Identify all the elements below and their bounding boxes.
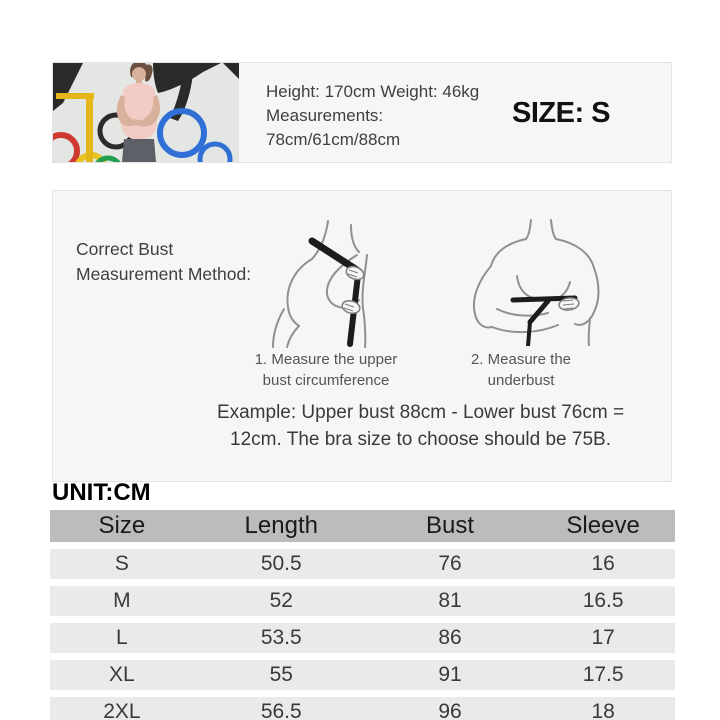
size-table-body [50, 549, 675, 720]
cell-length: 50.5 [260, 552, 302, 575]
side-torso-measuring-tape-icon [248, 211, 433, 348]
model-photo [53, 63, 239, 162]
table-row [50, 586, 675, 616]
guide-title [76, 237, 251, 287]
table-row [50, 623, 675, 653]
example-line2: 12cm. The bra size to choose should be 75B. [230, 429, 611, 450]
cell-bust: 76 [438, 552, 462, 575]
table-row [50, 660, 675, 690]
col-header-size: Size [98, 512, 146, 539]
caption-upper-bust-line1: 1. Measure the upper [254, 351, 398, 368]
cell-sleeve: 16.5 [582, 589, 624, 612]
table-row [50, 697, 675, 720]
model-measurements-values: 78cm/61cm/88cm [266, 130, 401, 149]
front-torso-underbust-tape-icon [451, 216, 631, 346]
cell-size: M [113, 589, 131, 612]
caption-underbust-line2: underbust [487, 372, 555, 389]
cell-size: S [114, 552, 129, 575]
cell-sleeve: 17.5 [582, 663, 624, 686]
size-table-header [50, 510, 675, 542]
cell-sleeve: 16 [591, 552, 615, 575]
model-info-card [52, 62, 672, 163]
model-back-view-photo [53, 63, 239, 162]
figure-underbust [451, 216, 631, 346]
cell-size: XL [109, 663, 135, 686]
col-header-sleeve: Sleeve [566, 512, 640, 539]
unit-label: UNIT:CM [52, 479, 151, 506]
cell-sleeve: 17 [591, 626, 615, 649]
caption-upper-bust [226, 349, 426, 391]
cell-size: L [116, 626, 128, 649]
col-header-bust: Bust [425, 512, 475, 539]
measurement-guide-card [52, 190, 672, 482]
example-line1: Example: Upper bust 88cm - Lower bust 76cm = [216, 402, 625, 423]
cell-bust: 86 [438, 626, 462, 649]
caption-upper-bust-line2: bust circumference [262, 372, 390, 389]
model-height-weight: Height: 170cm Weight: 46kg [266, 82, 480, 101]
yellow-pole [86, 93, 93, 162]
col-header-length: Length [244, 512, 318, 539]
cell-sleeve: 18 [591, 700, 615, 720]
cell-length: 56.5 [260, 700, 302, 720]
cell-size: 2XL [103, 700, 141, 720]
model-measurements-label: Measurements: [266, 106, 384, 125]
cell-bust: 81 [438, 589, 462, 612]
cell-bust: 96 [438, 700, 462, 720]
table-row [50, 549, 675, 579]
cell-length: 55 [269, 663, 293, 686]
guide-title-line1: Correct Bust [76, 239, 174, 259]
model-leggings [122, 139, 156, 162]
cell-length: 53.5 [260, 626, 302, 649]
caption-underbust-line1: 2. Measure the [470, 351, 572, 368]
model-measurements-text [266, 80, 479, 152]
cell-length: 52 [269, 589, 293, 612]
cell-bust: 91 [438, 663, 462, 686]
model-size-label: SIZE: S [511, 97, 610, 129]
caption-underbust [421, 349, 621, 391]
size-table [50, 510, 675, 720]
example-text [168, 399, 673, 453]
figure-upper-bust [248, 211, 433, 348]
guide-title-line2: Measurement Method: [76, 264, 252, 284]
